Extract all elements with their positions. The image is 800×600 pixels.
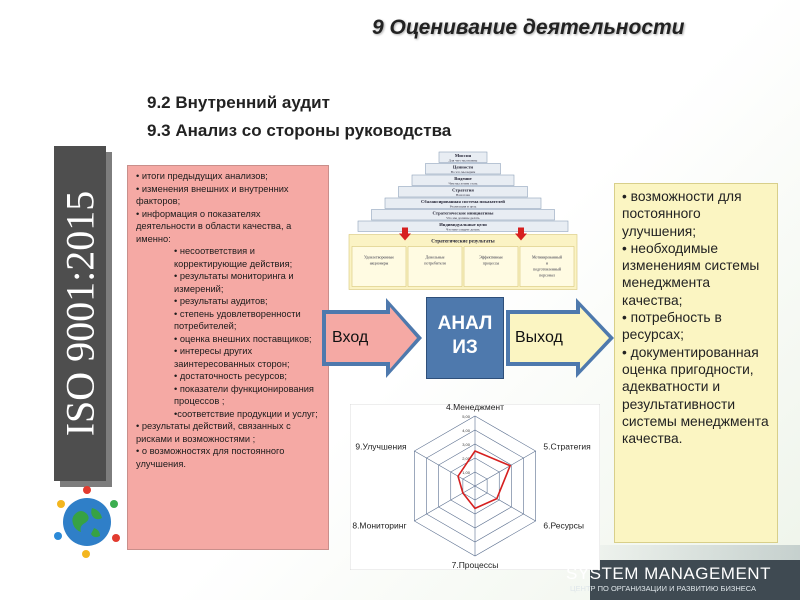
radar-tick: 3,00 [462, 442, 470, 447]
pyramid-level-title: Миссия [454, 153, 472, 158]
radar-axis-label: 5.Стратегия [543, 441, 591, 452]
input-item: • интересы других заинтересованных сторон; [174, 346, 290, 369]
result-cell-text: акционеры [369, 260, 389, 266]
strategy-pyramid [347, 150, 579, 290]
footer-title: SYSTEM MANAGEMENT [566, 564, 771, 583]
subtitle-management-review: 9.3 Анализ со стороны руководства [147, 121, 452, 140]
result-cell-text: Довольные [425, 254, 445, 260]
input-item: • результаты аудитов; [174, 296, 268, 306]
analysis-block [426, 297, 504, 379]
input-item: • изменения внешних и внутренних факторов; [136, 183, 289, 206]
results-title: Стратегические результаты [431, 239, 495, 245]
radar-axis-label: 8.Мониторинг [352, 520, 407, 531]
pyramid-level-note: Что мы должны делать [446, 215, 480, 220]
outputs-list [614, 183, 778, 543]
pyramid-level-title: Ценности [452, 164, 474, 170]
input-item: • оценка внешних поставщиков; [174, 333, 312, 344]
iso-label: ISO 9001:2015 [57, 190, 103, 437]
slide-title: 9 Оценивание деятельности [372, 16, 685, 39]
radar-axis-label: 6.Ресурсы [543, 520, 585, 531]
result-cell-text: и [545, 260, 549, 266]
result-cell-text: потребители [424, 260, 446, 266]
pyramid-level-note: Чем мы хотим стать [448, 181, 478, 186]
pyramid-level-note: Реализация и цель [449, 204, 477, 209]
pyramid-level-title: Индивидуальные цели [439, 222, 487, 227]
inputs-list [127, 165, 329, 550]
input-arrow-label: Вход [332, 329, 369, 346]
output-item: • потребность в ресурсах; [622, 310, 722, 343]
result-cell [352, 247, 406, 287]
result-cell [408, 247, 462, 287]
radar-tick: 2,00 [462, 456, 470, 461]
output-item: • документированная оценка пригодности, адекватности и результативности системы менеджмента качества. [622, 344, 769, 447]
radar-tick: 4,00 [462, 428, 470, 433]
input-item: • результаты действий, связанных с рисками и возможностями ; [136, 421, 291, 444]
pyramid-level-note: Наш план [455, 192, 471, 197]
globe-logo [50, 484, 124, 558]
result-cell-text: Мотивированный [531, 254, 563, 260]
input-item: • итоги предыдущих анализов; [136, 171, 268, 181]
analysis-label-1: АНАЛ [437, 313, 493, 334]
pyramid-level-note: Во что мы верим [450, 169, 476, 174]
analysis-label-2: ИЗ [452, 337, 478, 358]
pyramid-level-title: Стратегия [452, 187, 474, 193]
result-cell-text: Эффективные [479, 254, 503, 260]
pyramid-level-title: Видение [454, 176, 472, 181]
result-cell-text: подготовленный [533, 266, 561, 272]
output-item: • необходимые изменениям системы менеджмента качества; [622, 240, 760, 308]
input-item: • достаточность ресурсов; [174, 371, 287, 381]
pyramid-level-note: Что мне следует делать [446, 227, 480, 232]
radar-chart [350, 404, 600, 570]
pyramid-level-title: Сбалансированная система показателей [421, 199, 505, 204]
output-arrow-label: Выход [515, 329, 563, 346]
pyramid-level-note: Для чего мы нужны [448, 158, 478, 163]
input-item: • результаты мониторинга и измерений; [174, 271, 294, 294]
radar-axis-label: 7.Процессы [451, 560, 499, 570]
radar-tick: 5,00 [462, 414, 470, 419]
iso-bar [54, 146, 106, 481]
radar-axis-label: 4.Менеджмент [445, 404, 505, 412]
input-item: • степень удовлетворенности потребителей; [174, 308, 301, 331]
result-cell-text: персонал [539, 272, 555, 278]
input-item: • несоответствия и корректирующие действия; [174, 246, 293, 269]
result-cell-text: процессы [482, 260, 500, 266]
input-item: •соответствие продукции и услуг; [174, 408, 318, 419]
output-item: • возможности для постоянного улучшения; [622, 189, 742, 239]
radar-tick: 1,00 [462, 470, 470, 475]
footer-subtitle: ЦЕНТР ПО ОРГАНИЗАЦИИ И РАЗВИТИЮ БИЗНЕСА [570, 584, 757, 593]
radar-axis-label: 9.Улучшения [355, 441, 407, 452]
result-cell [464, 247, 518, 287]
result-cell-text: Удовлетворенные [363, 254, 395, 260]
input-item: • о возможностях для постоянного улучшения. [136, 446, 285, 469]
pyramid-level-title: Стратегические инициативы [432, 210, 494, 216]
input-item: • информация о показателях деятельности в области качества, а именно: [136, 208, 292, 244]
subtitle-internal-audit: 9.2 Внутренний аудит [147, 93, 330, 112]
input-item: • показатели функционирования процессов ; [174, 383, 314, 406]
